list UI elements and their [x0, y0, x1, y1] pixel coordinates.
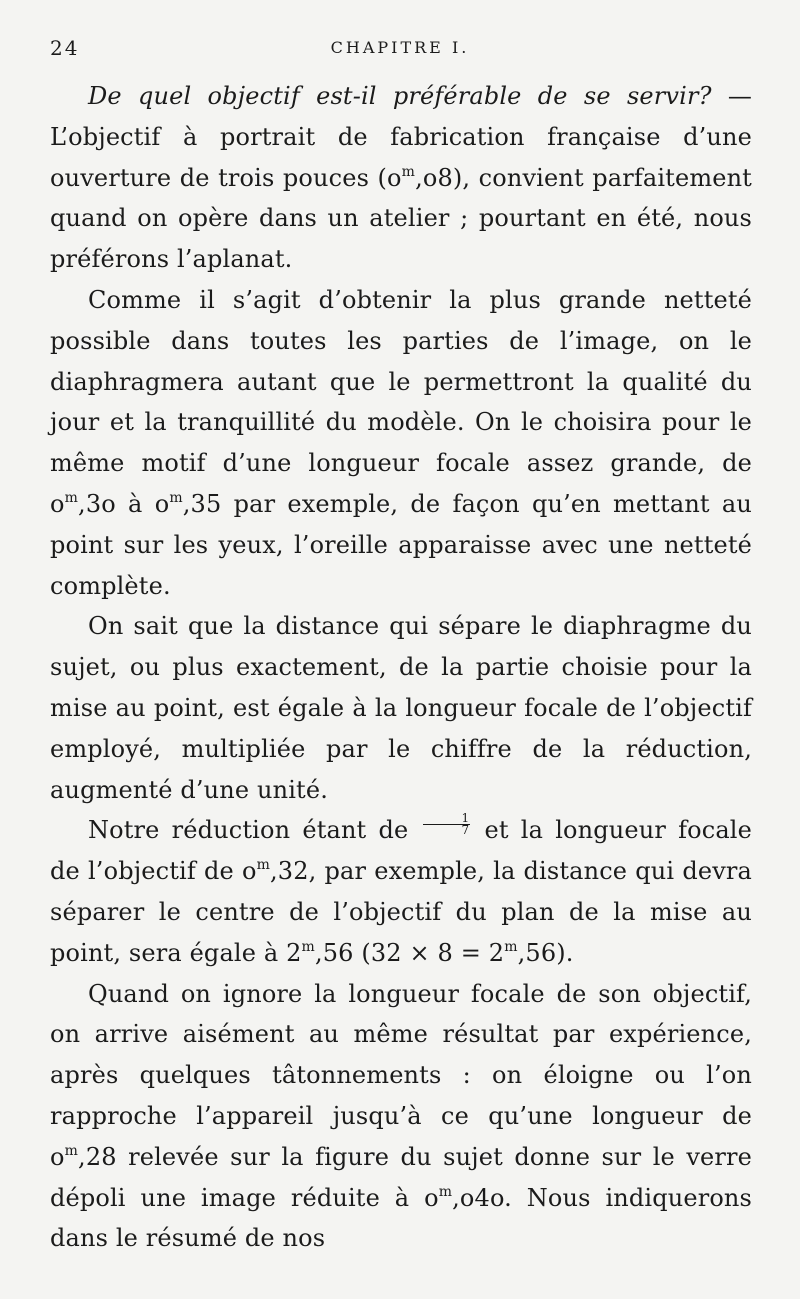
- page-number: 24: [50, 36, 80, 60]
- p5-text-1: Quand on ignore la longueur focale de son objectif, on arrive aisément au même résultat par expérience, après quelques tâtonnements : on éloigne ou l’on rapproche l’appareil jusqu’à ce qu’une longueur de o: [50, 979, 752, 1171]
- p5-text-2: ,28 relevée sur la figure du sujet donne sur le verre dépoli une image réduite à o: [50, 1142, 752, 1212]
- p4-text-5: ,56).: [517, 938, 574, 967]
- p4-text-2: et la longueur focale de l’objectif de o: [50, 816, 752, 886]
- p2-sup-1: m: [64, 489, 79, 506]
- paragraph-3: [50, 606, 752, 810]
- paragraph-1: [50, 76, 752, 280]
- paragraph-4: [50, 810, 752, 973]
- p5-sup-2: m: [438, 1183, 453, 1200]
- p4-sup-1: m: [256, 857, 271, 874]
- p1-sup-1: m: [401, 163, 416, 180]
- p4-sup-2: m: [301, 938, 315, 955]
- p2-text-2: ,3o à o: [78, 489, 170, 518]
- p2-text-1: Comme il s’agit d’obtenir la plus grande netteté possible dans toutes les parties de l’image, on le diaphragmera autant que le permettront la qualité du jour et la tranquillité du modèle. On le choisira pour le même motif d’une longueur focale assez grande, de o: [50, 285, 752, 518]
- fraction-one-seventh: [423, 813, 471, 836]
- fraction-numerator: 1: [423, 813, 471, 825]
- p4-text-1: Notre réduction étant de: [88, 816, 421, 845]
- p4-sup-3: m: [504, 938, 518, 955]
- p5-text-3: ,o4o. Nous indiquerons dans le résumé de nos: [50, 1183, 752, 1253]
- italic-question: De quel objectif est-il préférable de se servir?: [88, 82, 712, 110]
- p1-text-1: — L’objectif à portrait de fabrication française d’une ouverture de trois pouces (o: [50, 82, 752, 192]
- page-body: [50, 76, 752, 1259]
- running-header: [50, 34, 750, 64]
- p4-text-4: ,56 (32 × 8 = 2: [314, 938, 505, 967]
- fraction-denominator: 7: [461, 823, 470, 838]
- p5-sup-1: m: [64, 1142, 79, 1159]
- chapter-title: CHAPITRE I.: [330, 38, 470, 57]
- paragraph-2: [50, 280, 752, 606]
- p2-text-3: ,35 par exemple, de façon qu’en mettant au point sur les yeux, l’oreille apparaisse avec une netteté complète.: [50, 489, 752, 600]
- p1-text-2: ,o8), convient parfaitement quand on opère dans un atelier ; pourtant en été, nous préférons l’aplanat.: [50, 163, 752, 274]
- p4-text-3: ,32, par exemple, la distance qui devra séparer le centre de l’objectif du plan de la mise au point, sera égale à 2: [50, 857, 752, 967]
- p3-text-1: On sait que la distance qui sépare le diaphragme du sujet, ou plus exactement, de la partie choisie pour la mise au point, est égale à la longueur focale de l’objectif employé, multipliée par le chiffre de la réduction, augmenté d’une unité.: [50, 612, 752, 804]
- p2-sup-2: m: [169, 489, 183, 506]
- paragraph-5: [50, 974, 752, 1260]
